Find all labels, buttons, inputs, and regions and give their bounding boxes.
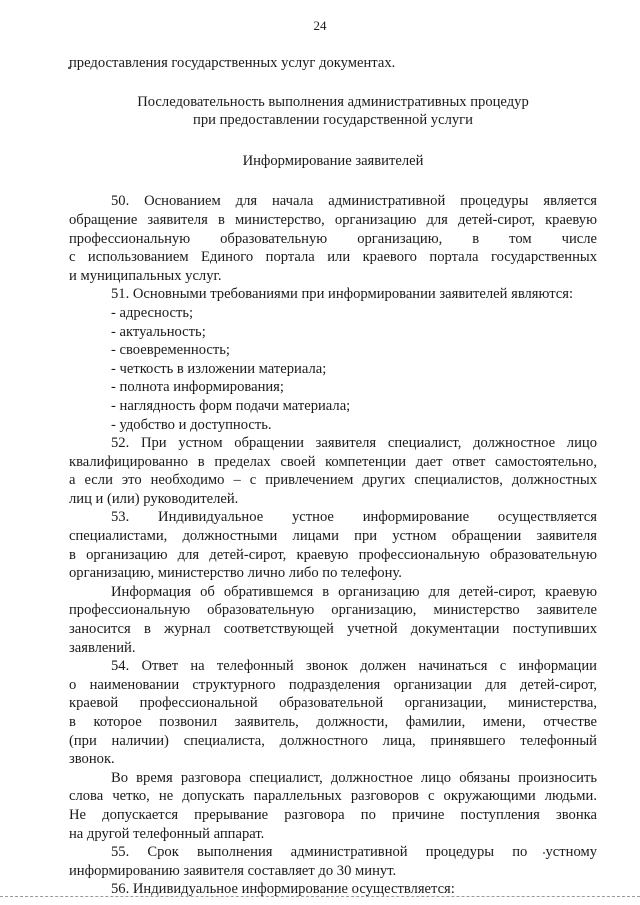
paragraph-line: лиц и (или) руководителей. xyxy=(69,490,239,507)
paragraph-line: а если это необходимо – с привлечением других специалистов, должностных xyxy=(69,472,597,489)
scan-edge-line xyxy=(0,896,640,898)
list-item: - своевременность; xyxy=(111,342,230,359)
paragraph-line: 54. Ответ на телефонный звонок должен начинаться с информации xyxy=(111,658,597,675)
paragraph-line: 50. Основанием для начала административной процедуры является xyxy=(111,193,597,210)
paragraph-line: о наименовании структурного подразделения организации для детей-сирот, xyxy=(69,676,597,693)
paragraph-line: (при наличии) специалиста, должностного лица, принявшего телефонный xyxy=(69,732,597,749)
paragraph-line: профессиональную образовательную организацию, в том числе xyxy=(69,230,597,247)
list-item: - адресность; xyxy=(111,304,194,321)
paragraph-line: 56. Индивидуальное информирование осуществляется: xyxy=(111,881,455,898)
paragraph-line: профессиональную образовательную организацию, министерство заявителе xyxy=(69,602,597,619)
document-body xyxy=(69,54,597,899)
paragraph-line: 53. Индивидуальное устное информирование осуществляется xyxy=(111,509,597,526)
paragraph-line: организацию, министерство лично либо по телефону. xyxy=(69,565,402,582)
paragraph-line: звонок. xyxy=(69,751,115,768)
paragraph-line: заносится в журнал соответствующей учетной документации поступивших xyxy=(69,621,597,638)
paragraph-line: и муниципальных услуг. xyxy=(69,267,222,284)
paragraph-line: слова четко, не допускать параллельных разговоров с окружающими людьми. xyxy=(69,788,597,805)
section-heading: при предоставлении государственной услуги xyxy=(193,112,473,129)
paragraph-line: 51. Основными требованиями при информировании заявителей являются: xyxy=(111,286,574,303)
subsection-heading: Информирование заявителей xyxy=(242,152,424,169)
section-heading: Последовательность выполнения административных процедур xyxy=(137,93,529,110)
paragraph-line: в организацию для детей-сирот, краевую профессиональную образовательную xyxy=(69,546,597,563)
list-item: - удобство и доступность. xyxy=(111,416,272,433)
page-number: 24 xyxy=(313,18,327,33)
paragraph-line: информированию заявителя составляет до 30 минут. xyxy=(69,862,397,879)
paragraph-line: с использованием Единого портала или краевого портала государственных xyxy=(69,249,597,266)
paragraph-line: в которое позвонил заявитель, должности, фамилии, имени, отчестве xyxy=(69,714,597,730)
paragraph-line: Информация об обратившемся в организацию для детей-сирот, краевую xyxy=(111,583,597,600)
paragraph-line: 52. При устном обращении заявителя специалист, должностное лицо xyxy=(111,435,597,452)
list-item: - наглядность форм подачи материала; xyxy=(111,397,351,414)
list-item: - четкость в изложении материала; xyxy=(111,360,327,377)
paragraph-line: квалифицированно в пределах своей компетенции дает ответ самостоятельно, xyxy=(69,453,597,470)
paragraph-line: 55. Срок выполнения административной процедуры по устному xyxy=(111,844,597,861)
paragraph-line: заявлений. xyxy=(69,639,136,656)
paragraph-line: Во время разговора специалист, должностное лицо обязаны произносить xyxy=(111,769,597,786)
list-item: - актуальность; xyxy=(111,323,206,340)
text-line: предоставления государственных услуг документах. xyxy=(69,55,396,71)
paragraph-line: на другой телефонный аппарат. xyxy=(69,825,265,842)
paragraph-line: обращение заявителя в министерство, организацию для детей-сирот, краевую xyxy=(69,211,597,228)
list-item: - полнота информирования; xyxy=(111,379,284,396)
paragraph-line: специалистами, должностными лицами при устном обращении заявителя xyxy=(69,528,597,545)
paragraph-line: Не допускается прерывание разговора по причине поступления звонка xyxy=(69,806,597,823)
paragraph-line: краевой профессиональной образовательной организации, министерства, xyxy=(69,695,597,712)
